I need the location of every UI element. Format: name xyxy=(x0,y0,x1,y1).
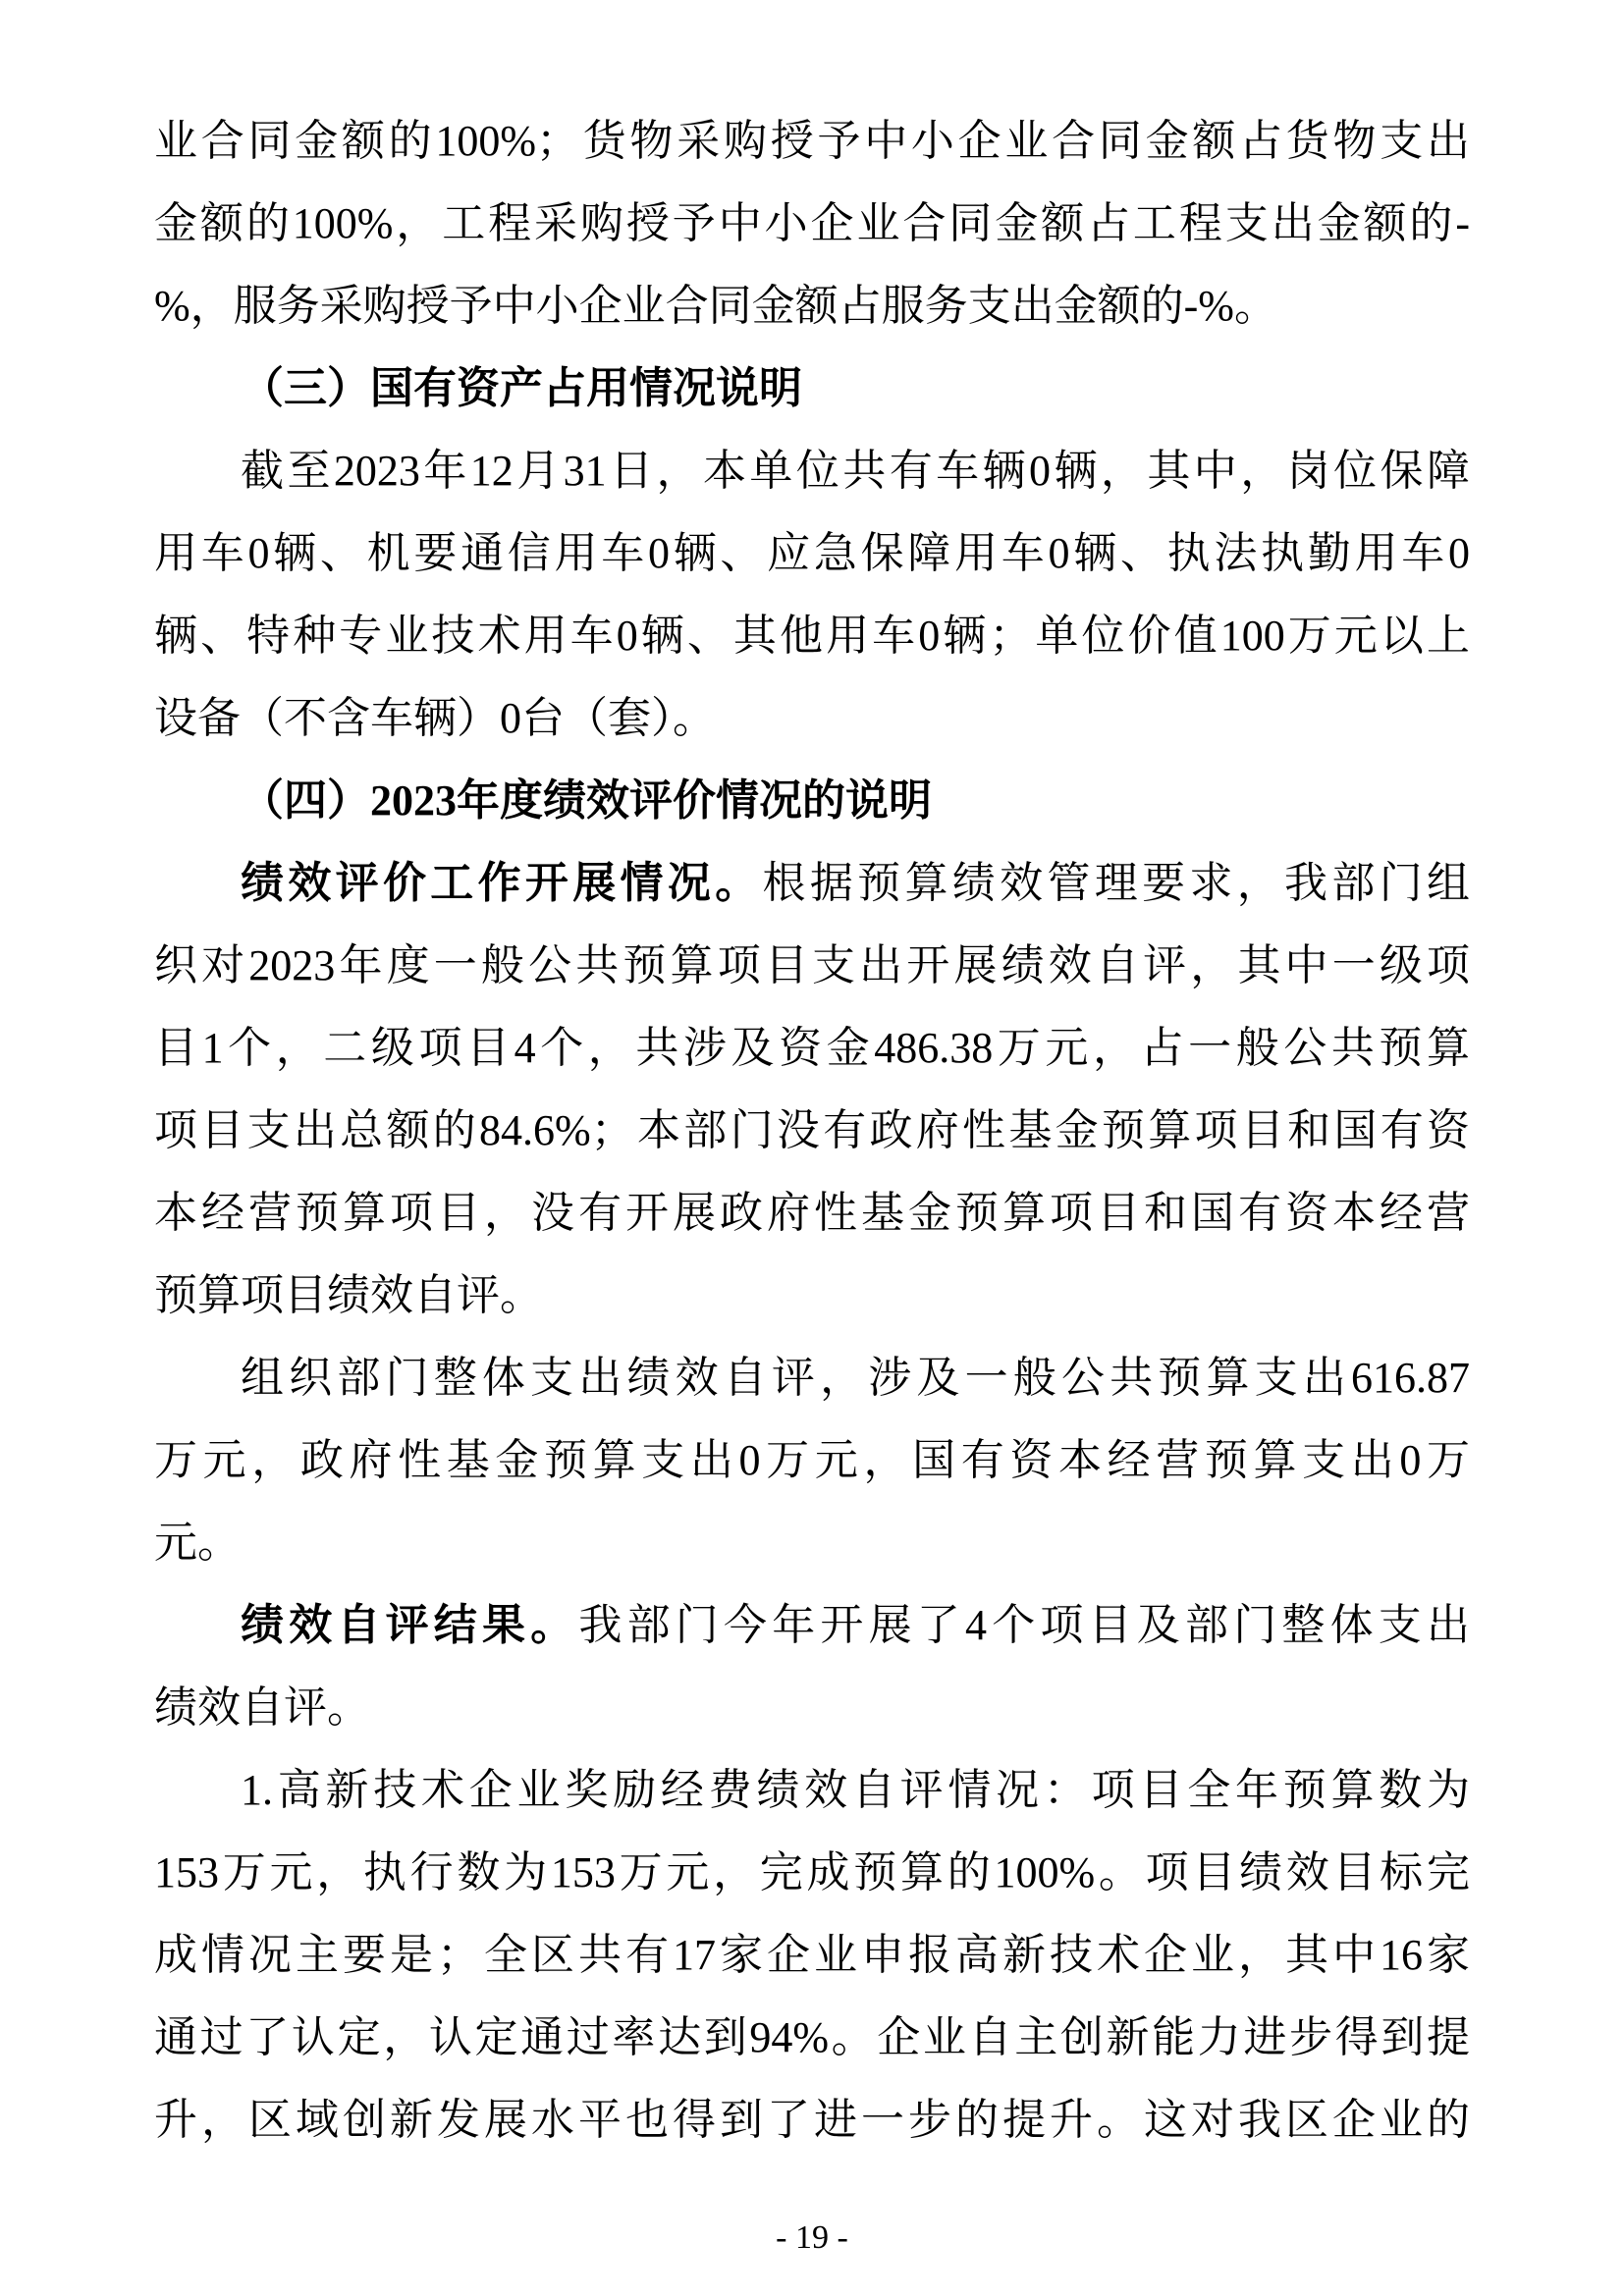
text-line: 通过了认定，认定通过率达到94%。企业自主创新能力进步得到提 xyxy=(154,2013,1470,2061)
text-line: 设备（不含车辆）0台（套）。 xyxy=(154,694,716,742)
line-text: 根据预算绩效管理要求，我部门组 xyxy=(762,859,1471,907)
document-body xyxy=(154,100,1470,2162)
text-line: 目1个，二级项目4个，共涉及资金486.38万元，占一般公共预算 xyxy=(154,1024,1470,1072)
text-line: 金额的100%，工程采购授予中小企业合同金额占工程支出金额的- xyxy=(154,199,1470,247)
text-line: 用车0辆、机要通信用车0辆、应急保障用车0辆、执法执勤用车0 xyxy=(154,529,1470,577)
section-heading-3: （三）国有资产占用情况说明 xyxy=(241,364,802,412)
text-line: 织对2023年度一般公共预算项目支出开展绩效自评，其中一级项 xyxy=(154,941,1470,989)
text-line xyxy=(154,842,1470,925)
text-line: 万元，政府性基金预算支出0万元，国有资本经营预算支出0万 xyxy=(154,1436,1470,1484)
text-line: %，服务采购授予中小企业合同金额占服务支出金额的-%。 xyxy=(154,282,1277,330)
bold-lead: 绩效评价工作开展情况。 xyxy=(241,859,763,907)
text-line: 项目支出总额的84.6%；本部门没有政府性基金预算项目和国有资 xyxy=(154,1106,1470,1154)
page-number: - 19 - xyxy=(776,2219,848,2256)
text-line: 业合同金额的100%；货物采购授予中小企业合同金额占货物支出 xyxy=(154,117,1470,165)
section-heading-4: （四）2023年度绩效评价情况的说明 xyxy=(241,776,932,825)
text-line: 组织部门整体支出绩效自评，涉及一般公共预算支出616.87 xyxy=(241,1354,1470,1402)
text-line: 元。 xyxy=(154,1519,241,1567)
text-line: 升，区域创新发展水平也得到了进一步的提升。这对我区企业的 xyxy=(154,2096,1470,2144)
bold-lead: 绩效自评结果。 xyxy=(241,1601,579,1649)
text-line: 绩效自评。 xyxy=(154,1683,370,1732)
text-line: 成情况主要是；全区共有17家企业申报高新技术企业，其中16家 xyxy=(154,1931,1470,1979)
text-line: 153万元，执行数为153万元，完成预算的100%。项目绩效目标完 xyxy=(154,1848,1470,1896)
text-line xyxy=(154,1584,1470,1667)
text-line: 辆、特种专业技术用车0辆、其他用车0辆；单位价值100万元以上 xyxy=(154,612,1470,660)
text-line: 预算项目绩效自评。 xyxy=(154,1271,543,1319)
line-text: 我部门今年开展了4个项目及部门整体支出 xyxy=(578,1601,1471,1649)
text-line: 1.高新技术企业奖励经费绩效自评情况：项目全年预算数为 xyxy=(241,1766,1470,1814)
text-line: 本经营预算项目，没有开展政府性基金预算项目和国有资本经营 xyxy=(154,1189,1470,1237)
text-line: 截至2023年12月31日，本单位共有车辆0辆，其中，岗位保障 xyxy=(241,447,1470,495)
